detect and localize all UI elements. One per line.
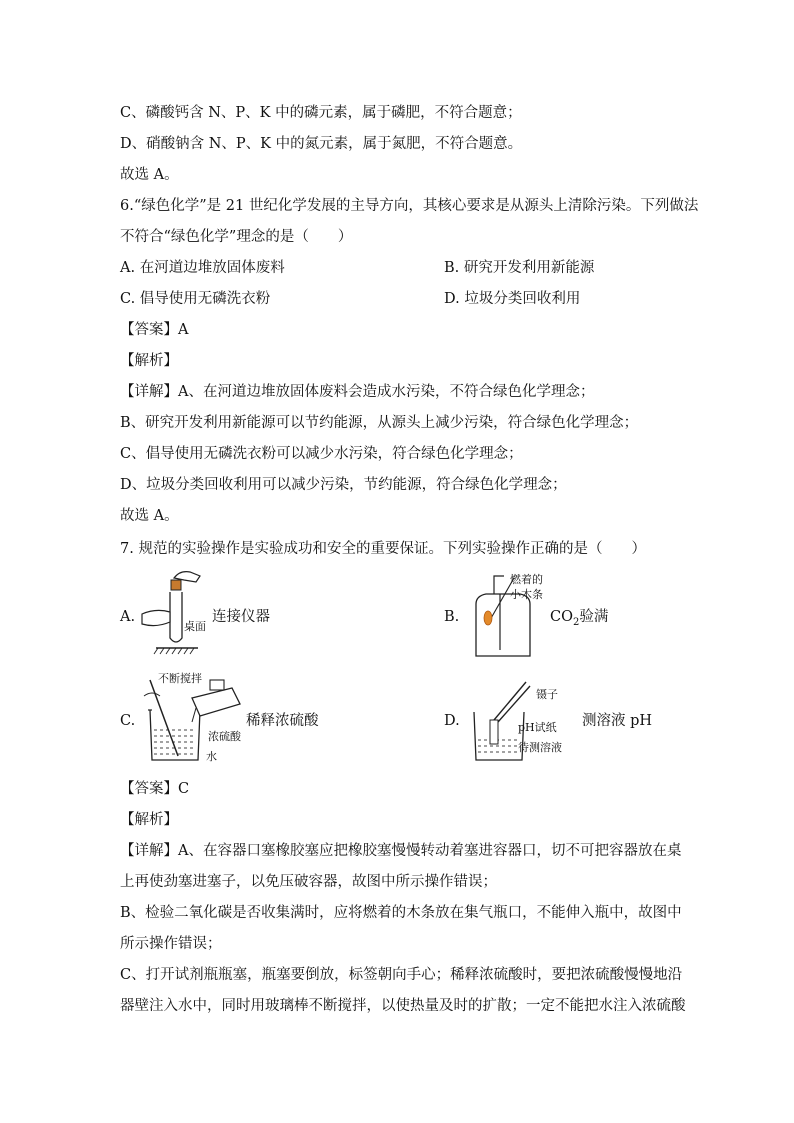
analysis-label: 【解析】	[120, 812, 178, 828]
co2-caption-rest: 验满	[579, 609, 609, 625]
text-line: C、磷酸钙含 N、P、K 中的磷元素，属于磷肥，不符合题意；	[120, 105, 522, 121]
text-line: 故选 A。	[120, 167, 179, 183]
explanation-line: 故选 A。	[120, 508, 179, 524]
answer-label: 【答案】A	[120, 322, 189, 338]
analysis-label: 【解析】	[120, 353, 178, 369]
explanation-line: B、检验二氧化碳是否收集满时，应将燃着的木条放在集气瓶口，不能伸入瓶中，故图中	[120, 905, 682, 921]
figure-a-caption: 连接仪器	[212, 609, 270, 625]
text-line: D、硝酸钠含 N、P、K 中的氮元素，属于氮肥，不符合题意。	[120, 136, 523, 152]
explanation-line: 【详解】A、在容器口塞橡胶塞应把橡胶塞慢慢转动着塞进容器口，切不可把容器放在桌	[120, 843, 682, 859]
question-7-stem: 7. 规范的实验操作是实验成功和安全的重要保证。下列实验操作正确的是（ ）	[120, 541, 646, 557]
answer-label: 【答案】C	[120, 781, 190, 797]
figure-b-letter: B.	[444, 609, 460, 625]
explanation-line: 【详解】A、在河道边堆放固体废料会造成水污染，不符合绿色化学理念；	[120, 384, 595, 400]
co2-text: CO	[550, 609, 573, 625]
figure-b-splint-label-1: 燃着的	[510, 573, 543, 586]
question-6-stem: 6.“绿色化学”是 21 世纪化学发展的主导方向，其核心要求是从源头上清除污染。下列做法	[120, 198, 699, 214]
figure-d-paper-label: pH试纸	[518, 721, 557, 734]
explanation-line: 上再使劲塞进塞子，以免压破容器，故图中所示操作错误；	[120, 874, 497, 890]
explanation-line: C、打开试剂瓶瓶塞，瓶塞要倒放，标签朝向手心；稀释浓硫酸时，要把浓硫酸慢慢地沿	[120, 967, 683, 983]
explanation-line: B、研究开发利用新能源可以节约能源，从源头上减少污染，符合绿色化学理念；	[120, 415, 639, 431]
figure-c-letter: C.	[120, 713, 136, 729]
figure-d-letter: D.	[444, 713, 460, 729]
option-c: C. 倡导使用无磷洗衣粉	[120, 291, 271, 307]
explanation-line: C、倡导使用无磷洗衣粉可以减少水污染，符合绿色化学理念；	[120, 446, 523, 462]
figure-a-illustration	[140, 568, 210, 660]
co2-subscript: 2	[572, 616, 580, 628]
question-6-stem: 不符合“绿色化学”理念的是（ ）	[120, 229, 353, 245]
explanation-line: 器壁注入水中，同时用玻璃棒不断搅拌，以使热量及时的扩散；一定不能把水注入浓硫酸	[120, 998, 686, 1014]
figure-b-caption	[550, 608, 608, 632]
figure-a-letter: A.	[120, 609, 136, 625]
figure-c-acid-label: 浓硫酸	[208, 730, 241, 743]
figure-b-splint-label-2: 小木条	[510, 588, 543, 601]
explanation-line: 所示操作错误；	[120, 936, 222, 952]
figure-a-desk-label: 桌面	[184, 620, 206, 633]
figure-c-water-label: 水	[206, 750, 217, 763]
figure-d-tweezers-label: 镊子	[536, 688, 558, 701]
option-b: B. 研究开发利用新能源	[444, 260, 595, 276]
figure-d-caption: 测溶液 pH	[582, 713, 653, 729]
figure-c-caption: 稀释浓硫酸	[246, 713, 319, 729]
figure-c-stir-label: 不断搅拌	[158, 672, 202, 685]
explanation-line: D、垃圾分类回收利用可以减少污染，节约能源，符合绿色化学理念；	[120, 477, 567, 493]
option-d: D. 垃圾分类回收利用	[444, 291, 581, 307]
option-a: A. 在河道边堆放固体废料	[120, 260, 285, 276]
figure-d-solution-label: 待测溶液	[518, 741, 562, 754]
